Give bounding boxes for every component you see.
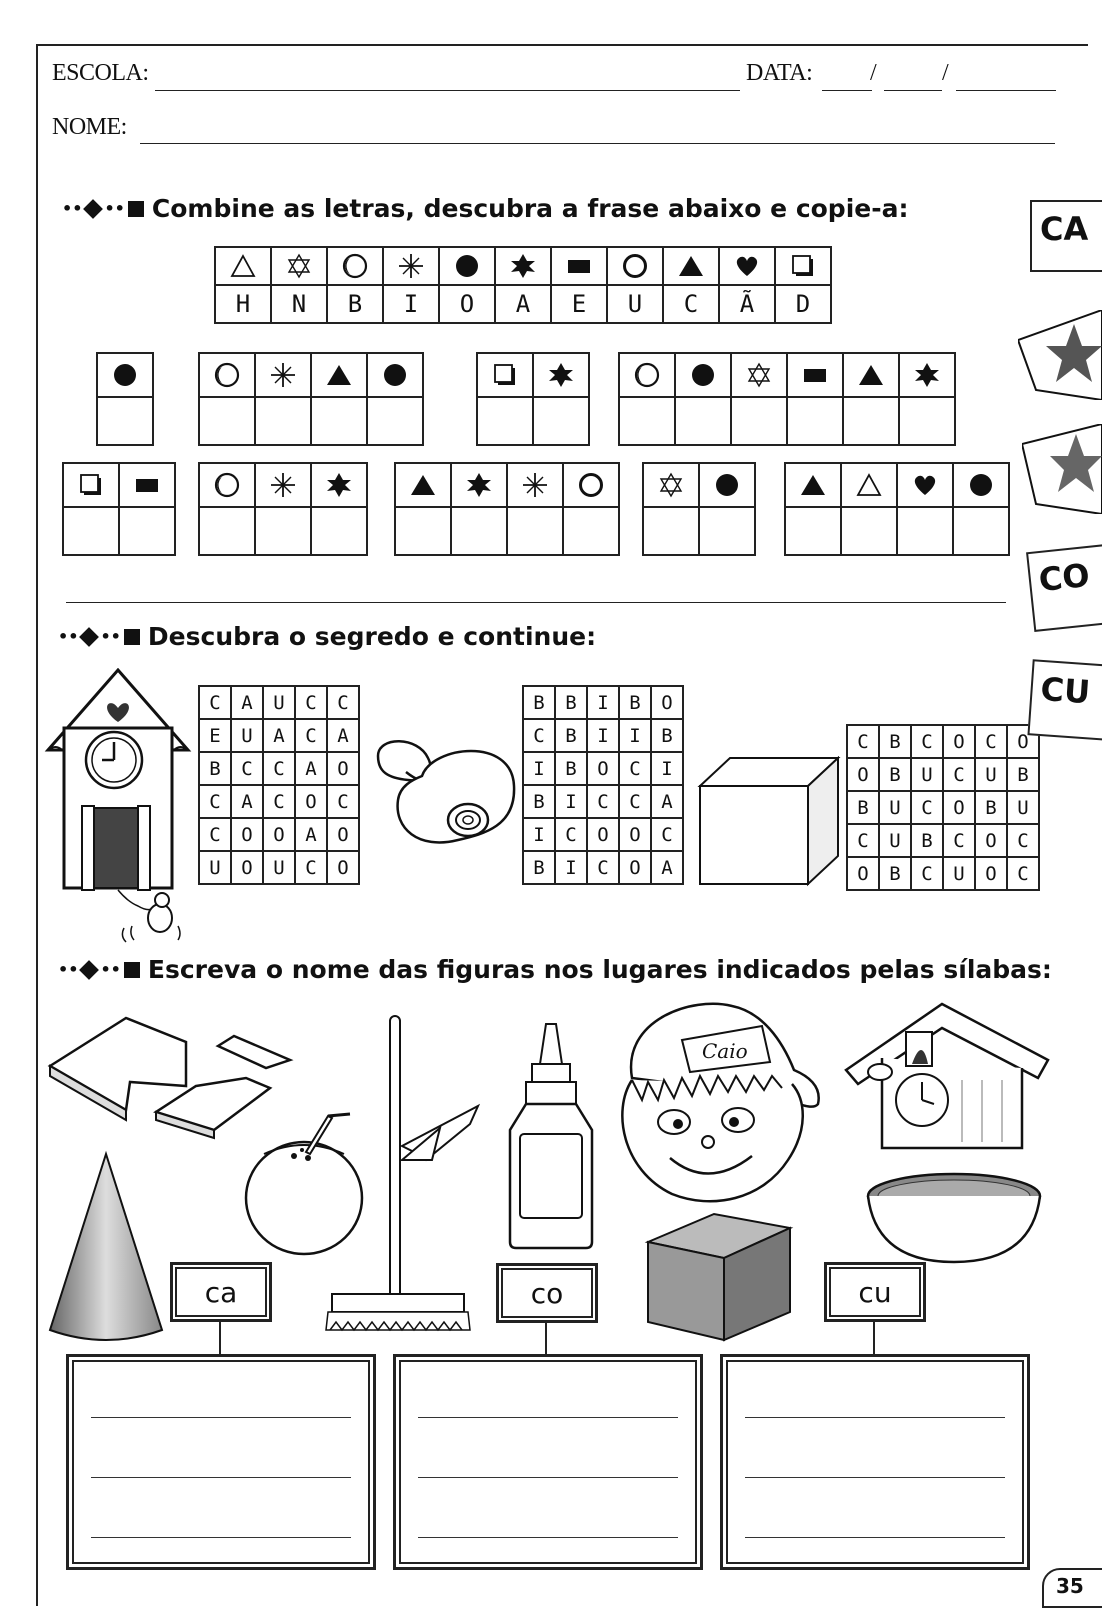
boy-face-illustration xyxy=(612,1000,822,1208)
grid-letter-cell: C xyxy=(295,719,327,752)
side-tab-ca-label: CA xyxy=(1040,210,1089,248)
grid-letter-cell: B xyxy=(555,686,587,719)
puzzle-answer-cell[interactable] xyxy=(731,397,787,445)
grid-letter-cell: C xyxy=(975,725,1007,758)
key-letter-cell: N xyxy=(271,285,327,323)
cone-illustration xyxy=(46,1150,166,1346)
puzzle-answer-cell[interactable] xyxy=(311,507,367,555)
name-line xyxy=(140,143,1055,144)
puzzle-symbol-cell xyxy=(675,353,731,397)
grid-letter-cell: B xyxy=(879,758,911,791)
grid-letter-cell: B xyxy=(651,719,683,752)
birdhouse-clock-illustration xyxy=(842,1000,1052,1150)
grid-letter-cell: C xyxy=(587,785,619,818)
grid-letter-cell: O xyxy=(975,857,1007,890)
bullet-icon: •• •• xyxy=(58,962,140,978)
star-of-david-outline-icon xyxy=(746,362,772,388)
school-line xyxy=(155,90,740,91)
crescent-circle-icon xyxy=(342,253,368,279)
puzzle-answer-cell[interactable] xyxy=(699,507,755,555)
puzzle-answer-cell[interactable] xyxy=(533,397,589,445)
grid-row xyxy=(199,719,359,752)
grid-letter-cell: O xyxy=(327,818,359,851)
grid-letter-cell: I xyxy=(523,752,555,785)
broom-illustration xyxy=(320,1012,490,1342)
filled-circle-icon xyxy=(112,362,138,388)
grid-letter-cell: C xyxy=(1007,857,1039,890)
bowl-illustration xyxy=(862,1170,1046,1266)
grid-letter-cell: O xyxy=(327,752,359,785)
grid-letter-cell: B xyxy=(555,719,587,752)
puzzle-answer-cell[interactable] xyxy=(563,507,619,555)
puzzle-symbol-cell xyxy=(731,353,787,397)
grid-letter-cell: U xyxy=(199,851,231,884)
grid-letter-cell: O xyxy=(587,818,619,851)
puzzle-symbol-cell xyxy=(785,463,841,507)
filled-circle-icon xyxy=(968,472,994,498)
grid-letter-cell: C xyxy=(231,752,263,785)
grid-letter-cell: B xyxy=(523,851,555,884)
side-tab-cu-label: CU xyxy=(1039,669,1092,712)
grid-row xyxy=(199,785,359,818)
key-symbol-cell xyxy=(495,247,551,285)
answer-box-co[interactable] xyxy=(393,1354,703,1570)
grid-row xyxy=(847,824,1039,857)
shaded-cube-illustration xyxy=(644,1212,794,1342)
puzzle-word xyxy=(642,462,756,556)
key-symbol-cell xyxy=(663,247,719,285)
grid-letter-cell: O xyxy=(847,758,879,791)
heart-icon xyxy=(912,472,938,498)
key-letter-cell: Ã xyxy=(719,285,775,323)
grid-letter-cell: C xyxy=(651,818,683,851)
puzzle-answer-cell[interactable] xyxy=(841,507,897,555)
grid-letter-cell: I xyxy=(619,719,651,752)
grid-letter-cell: C xyxy=(911,857,943,890)
puzzle-answer-cell[interactable] xyxy=(953,507,1009,555)
side-star-icon xyxy=(1018,310,1102,400)
puzzle-symbol-cell xyxy=(395,463,451,507)
word-search-grid-3 xyxy=(846,724,1040,891)
puzzle-word xyxy=(618,352,956,446)
grid-letter-cell: A xyxy=(651,851,683,884)
grid-letter-cell: C xyxy=(619,785,651,818)
key-symbol-cell xyxy=(551,247,607,285)
grid-letter-cell: C xyxy=(523,719,555,752)
puzzle-word xyxy=(784,462,1010,556)
date-label: DATA: xyxy=(746,60,813,86)
filled-circle-icon xyxy=(382,362,408,388)
word-search-grid-1 xyxy=(198,685,360,885)
puzzle-answer-cell[interactable] xyxy=(255,397,311,445)
grid-letter-cell: O xyxy=(295,785,327,818)
filled-triangle-icon xyxy=(858,362,884,388)
date-month-line xyxy=(884,90,942,91)
name-label: NOME: xyxy=(52,114,127,140)
instruction-write xyxy=(58,955,1052,984)
grid-letter-cell: B xyxy=(1007,758,1039,791)
puzzle-symbol-cell xyxy=(533,353,589,397)
puzzle-symbol-cell xyxy=(367,353,423,397)
key-symbol-cell xyxy=(383,247,439,285)
grid-letter-cell: O xyxy=(619,818,651,851)
filled-star-icon xyxy=(466,472,492,498)
grid-row xyxy=(523,818,683,851)
grid-letter-cell: C xyxy=(295,851,327,884)
puzzle-answer-cell[interactable] xyxy=(477,397,533,445)
grid-letter-cell: C xyxy=(911,725,943,758)
puzzle-answer-cell[interactable] xyxy=(119,507,175,555)
grid-letter-cell: A xyxy=(295,818,327,851)
puzzle-answer-cell[interactable] xyxy=(255,507,311,555)
date-sep-1: / xyxy=(870,60,877,86)
grid-letter-cell: C xyxy=(1007,824,1039,857)
instruction-secret-text: Descubra o segredo e continue: xyxy=(147,622,597,651)
grid-letter-cell: O xyxy=(231,851,263,884)
instruction-combine-text: Combine as letras, descubra a frase abaixo e copie-a: xyxy=(151,194,909,223)
grid-letter-cell: O xyxy=(1007,725,1039,758)
star-of-david-outline-icon xyxy=(658,472,684,498)
filled-star-icon xyxy=(914,362,940,388)
syllable-co-label: co xyxy=(530,1276,564,1310)
grid-letter-cell: I xyxy=(587,686,619,719)
grid-letter-cell: O xyxy=(263,818,295,851)
puzzle-answer-cell[interactable] xyxy=(619,397,675,445)
grid-letter-cell: E xyxy=(199,719,231,752)
grid-letter-cell: U xyxy=(263,851,295,884)
filled-circle-icon xyxy=(714,472,740,498)
instruction-combine xyxy=(62,194,908,223)
syllable-connector-co xyxy=(545,1323,547,1356)
glue-bottle-illustration xyxy=(502,1020,602,1252)
syllable-connector-ca xyxy=(219,1322,221,1356)
puzzle-word xyxy=(198,352,424,446)
syllable-box-cu xyxy=(824,1262,926,1322)
grid-row xyxy=(523,851,683,884)
puzzle-answer-cell[interactable] xyxy=(675,397,731,445)
key-letter-cell: O xyxy=(439,285,495,323)
grid-letter-cell: C xyxy=(327,785,359,818)
shadow-square-icon xyxy=(492,362,518,388)
grid-letter-cell: C xyxy=(911,791,943,824)
grid-letter-cell: B xyxy=(847,791,879,824)
puzzle-symbol-cell xyxy=(311,353,367,397)
grid-letter-cell: C xyxy=(619,752,651,785)
grid-letter-cell: U xyxy=(879,824,911,857)
grid-letter-cell: C xyxy=(295,686,327,719)
syllable-ca-label: ca xyxy=(204,1275,238,1309)
word-search-grid-2 xyxy=(522,685,684,885)
crescent-circle-icon xyxy=(214,472,240,498)
grid-letter-cell: C xyxy=(199,818,231,851)
grid-letter-cell: C xyxy=(263,785,295,818)
grid-letter-cell: C xyxy=(263,752,295,785)
puzzle-word xyxy=(476,352,590,446)
asterisk-icon xyxy=(522,472,548,498)
instruction-secret xyxy=(58,622,596,651)
puzzle-symbol-cell xyxy=(97,353,153,397)
grid-letter-cell: B xyxy=(555,752,587,785)
puzzle-answer-cell[interactable] xyxy=(451,507,507,555)
cap-text: Caio xyxy=(702,1039,748,1063)
symbol-key-table xyxy=(214,246,832,324)
grid-letter-cell: C xyxy=(327,686,359,719)
key-symbol-cell xyxy=(439,247,495,285)
puzzle-symbol-cell xyxy=(953,463,1009,507)
date-day-line xyxy=(822,90,872,91)
side-star-icon xyxy=(1022,424,1102,514)
grid-letter-cell: C xyxy=(199,686,231,719)
key-symbol-cell xyxy=(719,247,775,285)
filled-triangle-icon xyxy=(678,253,704,279)
grid-letter-cell: I xyxy=(555,851,587,884)
ring-icon xyxy=(622,253,648,279)
puzzle-answer-cell[interactable] xyxy=(63,507,119,555)
grid-letter-cell: C xyxy=(587,851,619,884)
key-symbol-cell xyxy=(327,247,383,285)
grid-letter-cell: O xyxy=(943,725,975,758)
grid-letter-cell: U xyxy=(263,686,295,719)
grid-letter-cell: B xyxy=(975,791,1007,824)
grid-row xyxy=(199,686,359,719)
answer-box-cu[interactable] xyxy=(720,1354,1030,1570)
puzzle-word xyxy=(96,352,154,446)
puzzle-answer-cell[interactable] xyxy=(199,397,255,445)
key-symbol-cell xyxy=(775,247,831,285)
grid-letter-cell: U xyxy=(1007,791,1039,824)
instruction-write-text: Escreva o nome das figuras nos lugares indicados pelas sílabas: xyxy=(147,955,1052,984)
school-label: ESCOLA: xyxy=(52,60,149,86)
filled-rectangle-icon xyxy=(134,472,160,498)
grid-letter-cell: B xyxy=(879,725,911,758)
filled-star-icon xyxy=(510,253,536,279)
grid-row xyxy=(199,818,359,851)
grid-letter-cell: O xyxy=(975,824,1007,857)
cuckoo-clock-illustration xyxy=(38,668,198,948)
grid-row xyxy=(847,758,1039,791)
puzzle-word xyxy=(62,462,176,556)
grid-letter-cell: B xyxy=(523,785,555,818)
puzzle-symbol-cell xyxy=(897,463,953,507)
puzzle-answer-cell[interactable] xyxy=(785,507,841,555)
puzzle-answer-cell[interactable] xyxy=(199,507,255,555)
grid-row xyxy=(523,752,683,785)
crescent-circle-icon xyxy=(634,362,660,388)
side-tab-co xyxy=(1026,544,1102,632)
puzzle-answer-cell[interactable] xyxy=(843,397,899,445)
puzzle-word xyxy=(394,462,620,556)
star-of-david-outline-icon xyxy=(286,253,312,279)
grid-row xyxy=(523,686,683,719)
puzzle-answer-cell[interactable] xyxy=(897,507,953,555)
puzzle-symbol-cell xyxy=(119,463,175,507)
grid-row xyxy=(847,791,1039,824)
key-letter-cell: B xyxy=(327,285,383,323)
side-tab-cu xyxy=(1027,659,1102,740)
grid-row xyxy=(847,725,1039,758)
grid-letter-cell: C xyxy=(847,725,879,758)
puzzle-symbol-cell xyxy=(63,463,119,507)
syllable-box-ca xyxy=(170,1262,272,1322)
ring-icon xyxy=(578,472,604,498)
puzzle-symbol-cell xyxy=(477,353,533,397)
puzzle-symbol-cell xyxy=(311,463,367,507)
puzzle-symbol-cell xyxy=(507,463,563,507)
asterisk-icon xyxy=(270,362,296,388)
grid-letter-cell: O xyxy=(327,851,359,884)
grid-letter-cell: U xyxy=(911,758,943,791)
grid-letter-cell: I xyxy=(555,785,587,818)
shadow-square-icon xyxy=(790,253,816,279)
grid-letter-cell: O xyxy=(231,818,263,851)
puzzle-symbol-cell xyxy=(643,463,699,507)
grid-row xyxy=(847,857,1039,890)
grid-letter-cell: U xyxy=(231,719,263,752)
grid-letter-cell: O xyxy=(847,857,879,890)
puzzle-answer-cell[interactable] xyxy=(311,397,367,445)
puzzle-symbol-cell xyxy=(843,353,899,397)
filled-triangle-icon xyxy=(800,472,826,498)
key-letter-cell: I xyxy=(383,285,439,323)
filled-triangle-icon xyxy=(326,362,352,388)
puzzle-answer-cell[interactable] xyxy=(787,397,843,445)
pacifier-illustration xyxy=(372,736,520,866)
key-letter-cell: U xyxy=(607,285,663,323)
grid-letter-cell: I xyxy=(523,818,555,851)
grid-row xyxy=(199,851,359,884)
shadow-square-icon xyxy=(78,472,104,498)
puzzle-answer-cell[interactable] xyxy=(507,507,563,555)
puzzle-answer-cell[interactable] xyxy=(367,397,423,445)
grid-letter-cell: A xyxy=(263,719,295,752)
grid-letter-cell: I xyxy=(651,752,683,785)
grid-letter-cell: B xyxy=(523,686,555,719)
syllable-cu-label: cu xyxy=(858,1275,892,1309)
date-sep-2: / xyxy=(942,60,949,86)
puzzle-symbol-cell xyxy=(841,463,897,507)
filled-triangle-icon xyxy=(410,472,436,498)
grid-letter-cell: C xyxy=(199,785,231,818)
crescent-circle-icon xyxy=(214,362,240,388)
puzzle-symbol-cell xyxy=(899,353,955,397)
grid-letter-cell: U xyxy=(879,791,911,824)
key-letter-cell: C xyxy=(663,285,719,323)
grid-letter-cell: C xyxy=(943,824,975,857)
filled-circle-icon xyxy=(454,253,480,279)
syllable-box-co xyxy=(496,1263,598,1323)
puzzle-answer-cell[interactable] xyxy=(395,507,451,555)
asterisk-icon xyxy=(270,472,296,498)
syllable-connector-cu xyxy=(873,1322,875,1356)
key-letter-cell: H xyxy=(215,285,271,323)
grid-letter-cell: B xyxy=(911,824,943,857)
grid-letter-cell: U xyxy=(975,758,1007,791)
puzzle-symbol-cell xyxy=(787,353,843,397)
grid-row xyxy=(199,752,359,785)
grid-letter-cell: A xyxy=(295,752,327,785)
triangle-outline-icon xyxy=(856,472,882,498)
section-divider xyxy=(66,602,1006,603)
cube-illustration xyxy=(696,756,844,888)
side-tab-co-label: CO xyxy=(1037,556,1092,600)
grid-row xyxy=(523,719,683,752)
answer-box-ca[interactable] xyxy=(66,1354,376,1570)
grid-letter-cell: C xyxy=(555,818,587,851)
grid-row xyxy=(523,785,683,818)
filled-rectangle-icon xyxy=(566,253,592,279)
asterisk-icon xyxy=(398,253,424,279)
grid-letter-cell: A xyxy=(327,719,359,752)
key-symbol-cell xyxy=(607,247,663,285)
grid-letter-cell: U xyxy=(943,857,975,890)
grid-letter-cell: A xyxy=(231,785,263,818)
puzzle-answer-cell[interactable] xyxy=(97,397,153,445)
grid-letter-cell: B xyxy=(619,686,651,719)
bullet-icon: •• •• xyxy=(62,201,144,217)
key-letter-cell: E xyxy=(551,285,607,323)
puzzle-symbol-cell xyxy=(699,463,755,507)
key-letter-cell: D xyxy=(775,285,831,323)
date-year-line xyxy=(956,90,1056,91)
puzzle-symbol-cell xyxy=(451,463,507,507)
grid-letter-cell: O xyxy=(943,791,975,824)
puzzle-word xyxy=(198,462,368,556)
filled-rectangle-icon xyxy=(802,362,828,388)
filled-circle-icon xyxy=(690,362,716,388)
puzzle-symbol-cell xyxy=(199,353,255,397)
heart-icon xyxy=(734,253,760,279)
grid-letter-cell: I xyxy=(587,719,619,752)
key-letter-cell: A xyxy=(495,285,551,323)
key-symbol-cell xyxy=(271,247,327,285)
puzzle-symbol-cell xyxy=(199,463,255,507)
grid-letter-cell: C xyxy=(943,758,975,791)
bullet-icon: •• •• xyxy=(58,629,140,645)
grid-letter-cell: B xyxy=(879,857,911,890)
page-number-label: 35 xyxy=(1056,1574,1084,1598)
filled-star-icon xyxy=(326,472,352,498)
triangle-outline-icon xyxy=(230,253,256,279)
puzzle-symbol-cell xyxy=(255,463,311,507)
grid-letter-cell: O xyxy=(587,752,619,785)
grid-letter-cell: O xyxy=(619,851,651,884)
puzzle-symbol-cell xyxy=(563,463,619,507)
grid-letter-cell: B xyxy=(199,752,231,785)
puzzle-answer-cell[interactable] xyxy=(899,397,955,445)
filled-star-icon xyxy=(548,362,574,388)
grid-letter-cell: C xyxy=(847,824,879,857)
grid-letter-cell: A xyxy=(651,785,683,818)
page-number xyxy=(1042,1568,1102,1608)
side-tab-ca xyxy=(1030,200,1102,272)
grid-letter-cell: O xyxy=(651,686,683,719)
puzzle-symbol-cell xyxy=(255,353,311,397)
grid-letter-cell: A xyxy=(231,686,263,719)
key-symbol-cell xyxy=(215,247,271,285)
puzzle-answer-cell[interactable] xyxy=(643,507,699,555)
puzzle-symbol-cell xyxy=(619,353,675,397)
